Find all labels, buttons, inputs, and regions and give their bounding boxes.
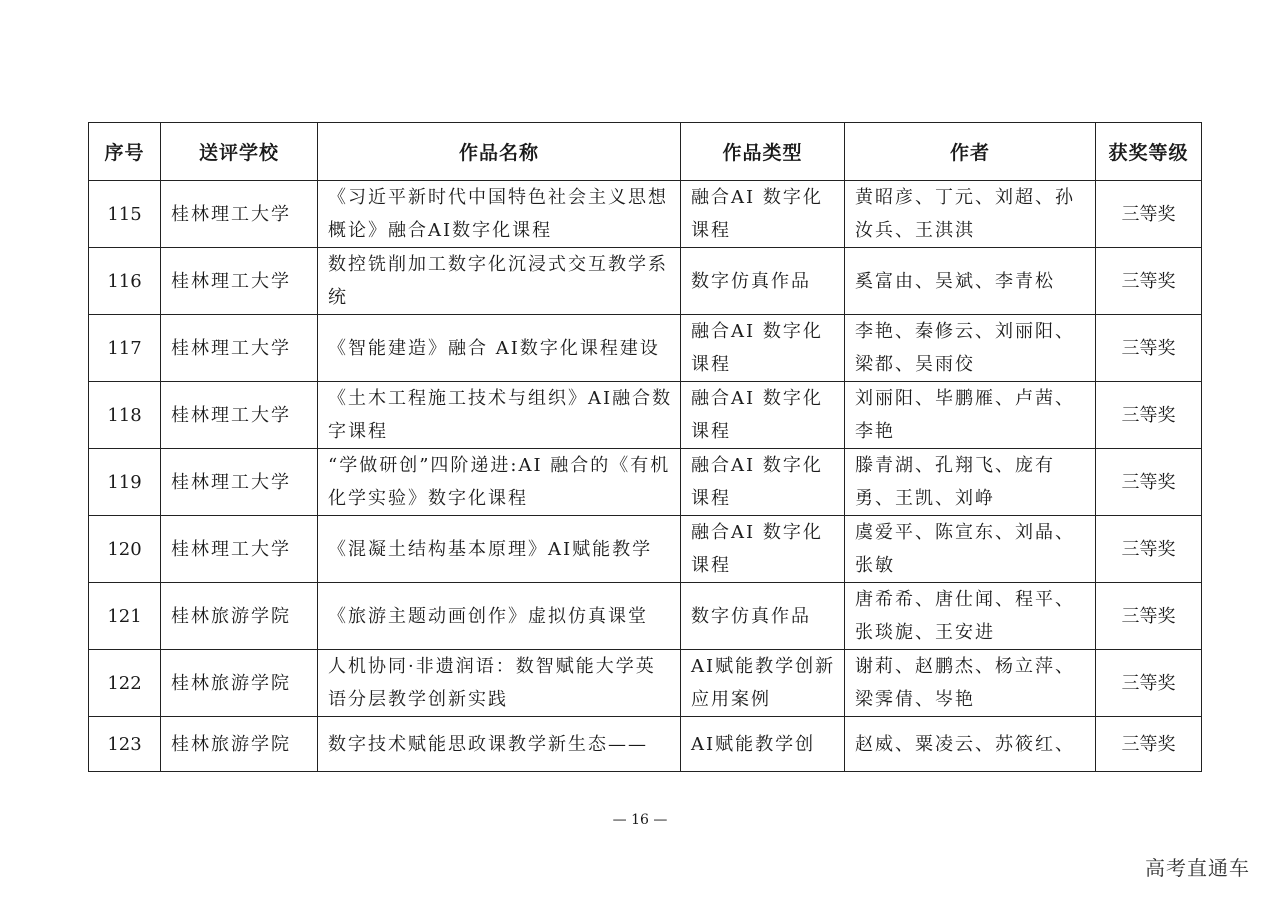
table-row	[89, 382, 1202, 449]
table-header-row	[89, 123, 1202, 181]
cell-authors: 唐希希、唐仕闻、程平、张琰旎、王安进	[845, 583, 1096, 650]
cell-school: 桂林旅游学院	[161, 583, 318, 650]
cell-authors: 李艳、秦修云、刘丽阳、梁都、吴雨佼	[845, 315, 1096, 382]
awards-table-container	[88, 122, 1201, 772]
cell-award: 三等奖	[1096, 181, 1202, 248]
cell-title: 《旅游主题动画创作》虚拟仿真课堂	[318, 583, 681, 650]
cell-award: 三等奖	[1096, 717, 1202, 772]
cell-school: 桂林旅游学院	[161, 717, 318, 772]
cell-title: “学做研创”四阶递进:AI 融合的《有机化学实验》数字化课程	[318, 449, 681, 516]
cell-no: 116	[89, 248, 161, 315]
cell-title: 数字技术赋能思政课教学新生态——	[318, 717, 681, 772]
cell-type: 融合AI 数字化课程	[681, 181, 845, 248]
cell-award: 三等奖	[1096, 583, 1202, 650]
header-school: 送评学校	[161, 123, 318, 181]
cell-award: 三等奖	[1096, 248, 1202, 315]
cell-type: 数字仿真作品	[681, 583, 845, 650]
cell-no: 117	[89, 315, 161, 382]
cell-no: 119	[89, 449, 161, 516]
cell-award: 三等奖	[1096, 315, 1202, 382]
table-row	[89, 248, 1202, 315]
cell-no: 120	[89, 516, 161, 583]
cell-school: 桂林理工大学	[161, 516, 318, 583]
cell-authors: 奚富由、吴斌、李青松	[845, 248, 1096, 315]
cell-award: 三等奖	[1096, 382, 1202, 449]
cell-school: 桂林理工大学	[161, 181, 318, 248]
cell-school: 桂林旅游学院	[161, 650, 318, 717]
header-no: 序号	[89, 123, 161, 181]
cell-award: 三等奖	[1096, 449, 1202, 516]
awards-table	[88, 122, 1202, 772]
cell-title: 《土木工程施工技术与组织》AI融合数字课程	[318, 382, 681, 449]
cell-title: 《智能建造》融合 AI数字化课程建设	[318, 315, 681, 382]
table-row	[89, 583, 1202, 650]
cell-school: 桂林理工大学	[161, 382, 318, 449]
cell-authors: 滕青湖、孔翔飞、庞有勇、王凯、刘峥	[845, 449, 1096, 516]
table-row	[89, 717, 1202, 772]
table-row	[89, 449, 1202, 516]
cell-authors: 赵威、粟凌云、苏筱红、	[845, 717, 1096, 772]
table-row	[89, 181, 1202, 248]
table-row	[89, 315, 1202, 382]
header-authors: 作者	[845, 123, 1096, 181]
cell-type: AI赋能教学创	[681, 717, 845, 772]
cell-title: 数控铣削加工数字化沉浸式交互教学系统	[318, 248, 681, 315]
table-row	[89, 650, 1202, 717]
cell-school: 桂林理工大学	[161, 315, 318, 382]
cell-award: 三等奖	[1096, 650, 1202, 717]
cell-no: 115	[89, 181, 161, 248]
cell-no: 118	[89, 382, 161, 449]
cell-type: AI赋能教学创新应用案例	[681, 650, 845, 717]
cell-type: 融合AI 数字化课程	[681, 382, 845, 449]
cell-type: 融合AI 数字化课程	[681, 449, 845, 516]
cell-authors: 黄昭彦、丁元、刘超、孙汝兵、王淇淇	[845, 181, 1096, 248]
watermark-text: 高考直通车	[1145, 856, 1250, 880]
cell-title: 《混凝土结构基本原理》AI赋能教学	[318, 516, 681, 583]
header-award: 获奖等级	[1096, 123, 1202, 181]
cell-authors: 刘丽阳、毕鹏雁、卢茜、李艳	[845, 382, 1096, 449]
cell-school: 桂林理工大学	[161, 248, 318, 315]
cell-type: 融合AI 数字化课程	[681, 516, 845, 583]
cell-type: 融合AI 数字化课程	[681, 315, 845, 382]
header-type: 作品类型	[681, 123, 845, 181]
cell-title: 《习近平新时代中国特色社会主义思想概论》融合AI数字化课程	[318, 181, 681, 248]
cell-authors: 谢莉、赵鹏杰、杨立萍、梁霁倩、岑艳	[845, 650, 1096, 717]
cell-award: 三等奖	[1096, 516, 1202, 583]
cell-no: 123	[89, 717, 161, 772]
cell-no: 122	[89, 650, 161, 717]
cell-type: 数字仿真作品	[681, 248, 845, 315]
page-number: — 16 —	[612, 812, 668, 828]
header-title: 作品名称	[318, 123, 681, 181]
cell-title: 人机协同·非遗润语：数智赋能大学英语分层教学创新实践	[318, 650, 681, 717]
cell-school: 桂林理工大学	[161, 449, 318, 516]
cell-authors: 虞爱平、陈宣东、刘晶、张敏	[845, 516, 1096, 583]
cell-no: 121	[89, 583, 161, 650]
table-row	[89, 516, 1202, 583]
